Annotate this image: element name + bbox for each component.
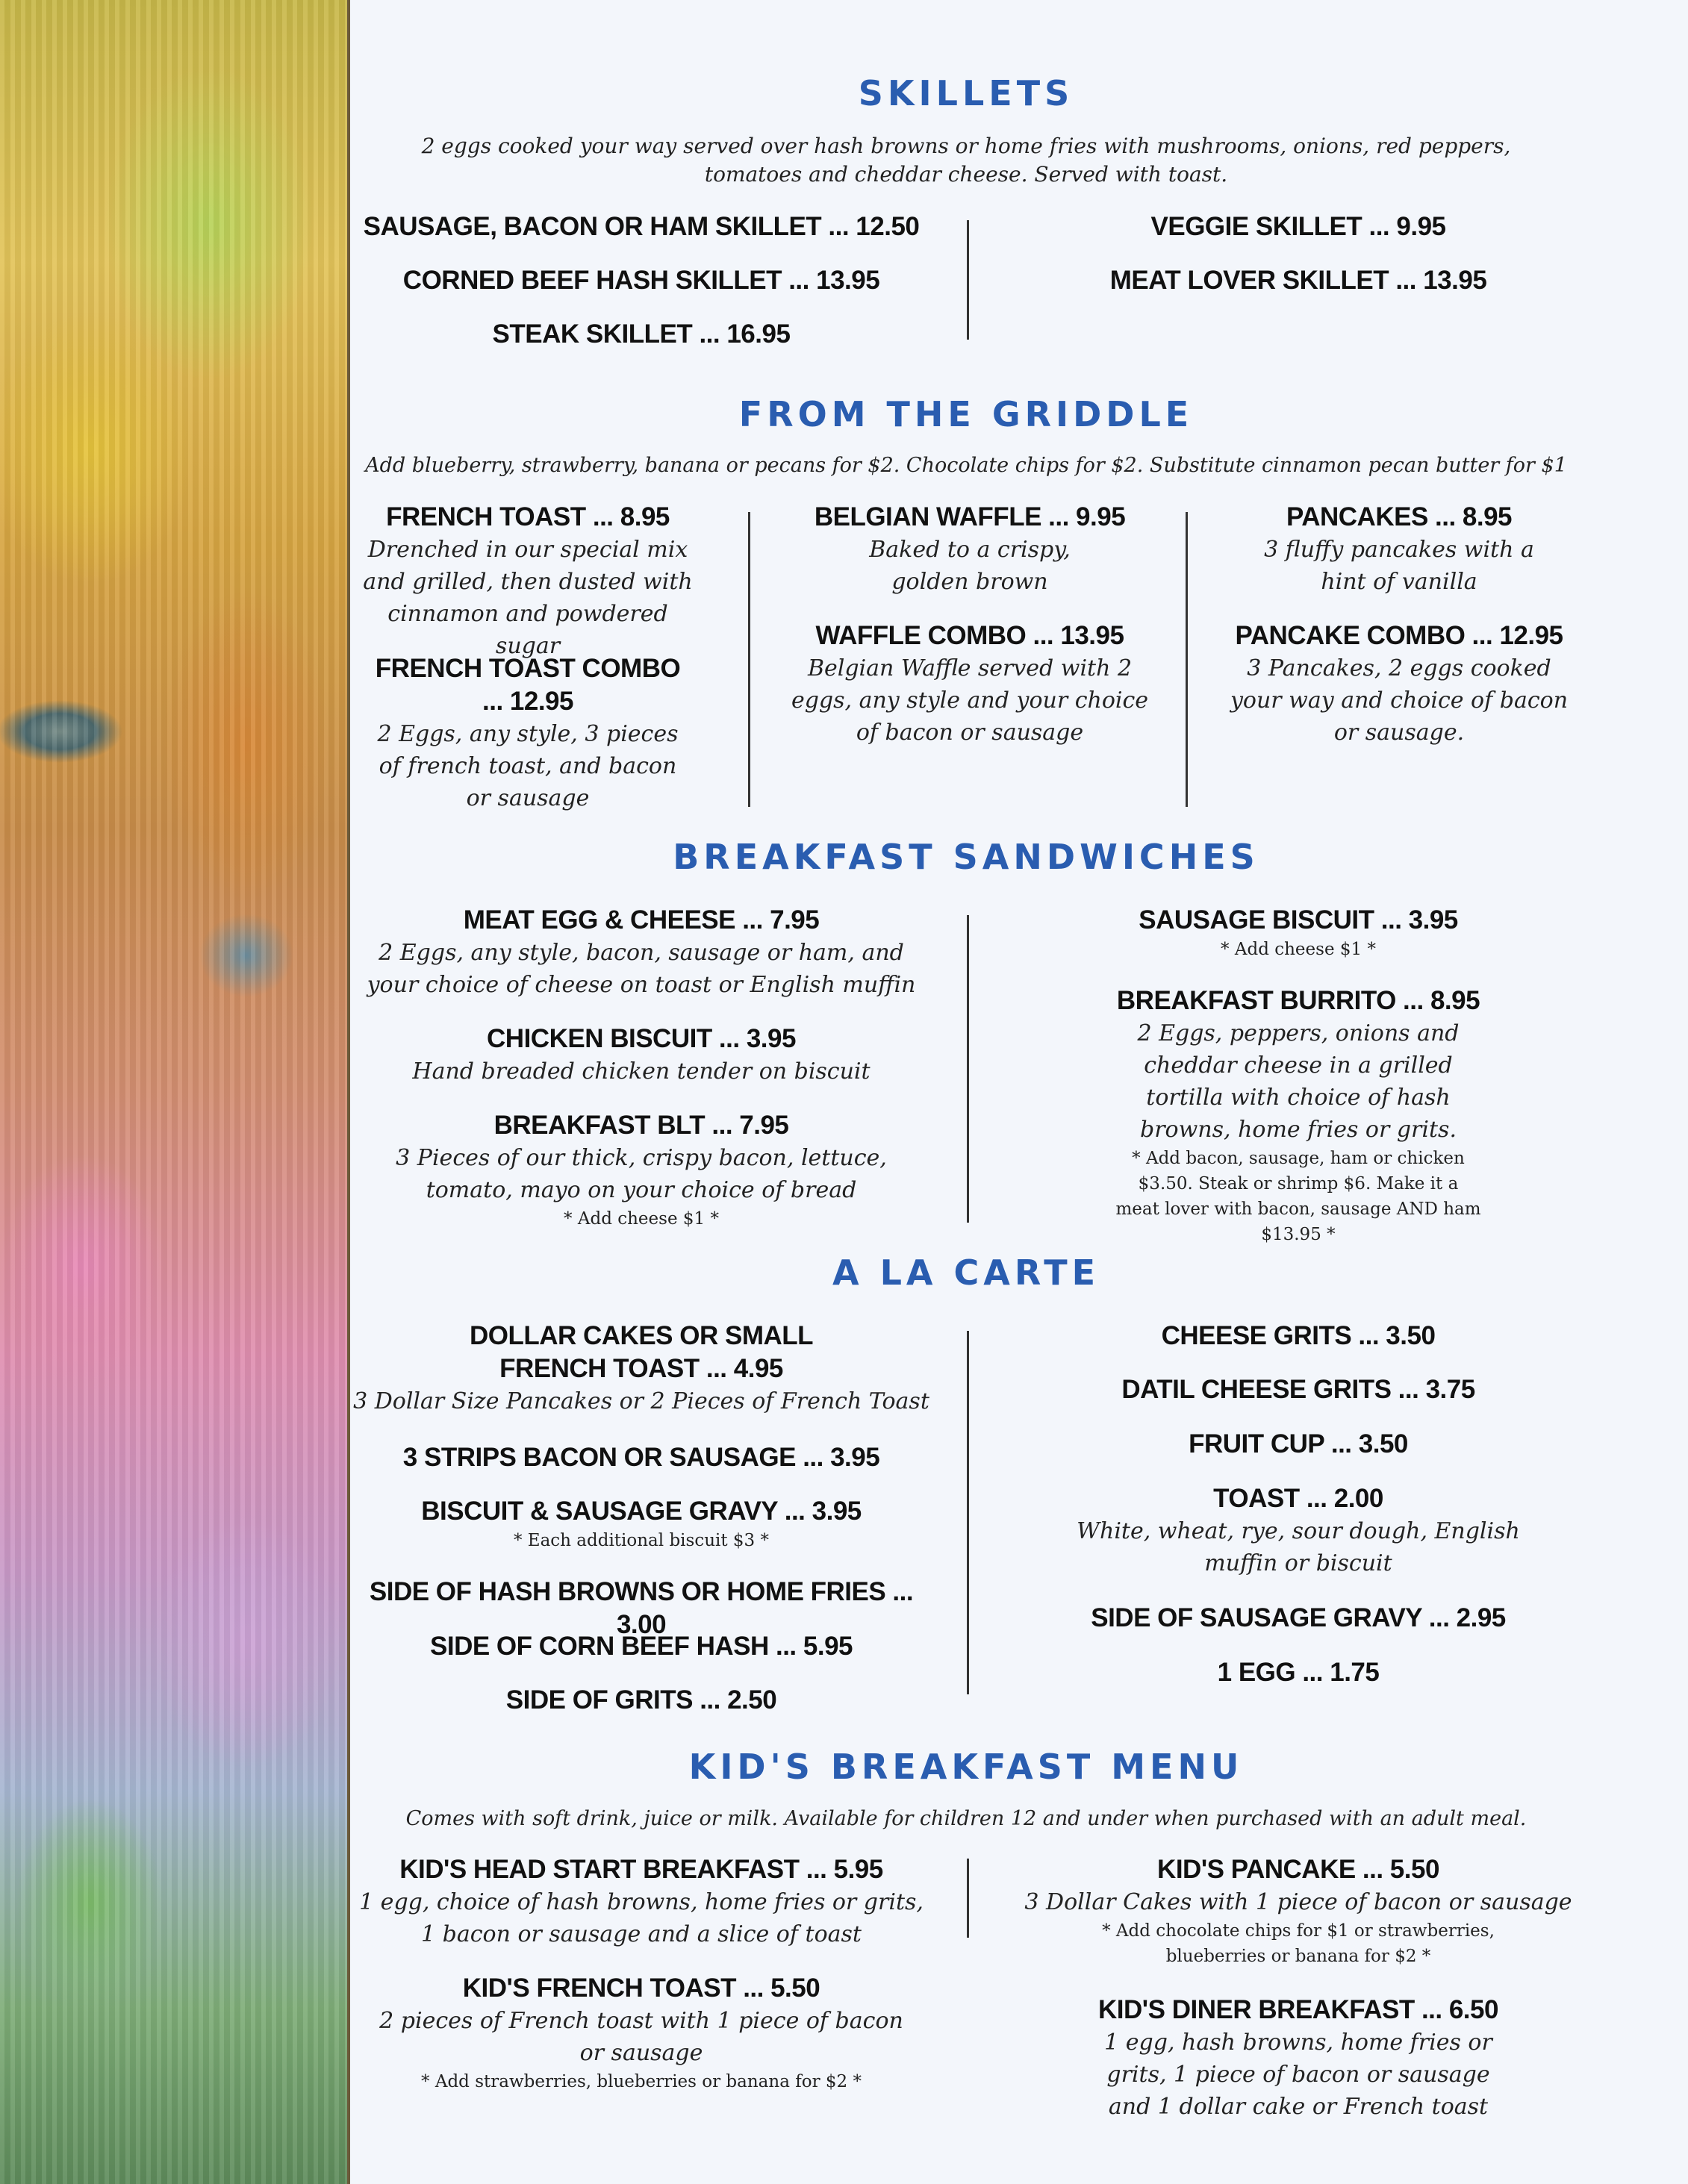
- alacarte-title: A LA CARTE: [832, 1252, 1100, 1293]
- menu-item-pancakes: PANCAKES ... 8.95 3 fluffy pancakes with a hint of vanilla: [1264, 502, 1534, 595]
- menu-item-french-toast: FRENCH TOAST ... 8.95 Drenched in our special mix and grilled, then dusted with cinnamon and powdered sugar: [363, 502, 693, 659]
- column-divider: [967, 1859, 969, 1938]
- griddle-title: FROM THE GRIDDLE: [738, 394, 1194, 434]
- column-divider: [1186, 512, 1188, 807]
- menu-item-french-toast-combo: FRENCH TOAST COMBO ... 12.95 2 Eggs, any style, 3 pieces of french toast, and bacon or sausage: [375, 654, 681, 811]
- menu-item-datil-grits: DATIL CHEESE GRITS ... 3.75: [1121, 1375, 1475, 1404]
- menu-item: MEAT LOVER SKILLET ... 13.95: [1109, 266, 1487, 295]
- painted-artwork-strip: [0, 0, 347, 2184]
- column-divider: [967, 1331, 969, 1694]
- griddle-note: Add blueberry, strawberry, banana or pecans for $2. Chocolate chips for $2. Substitute cinnamon pecan butter for $1: [365, 454, 1567, 477]
- column-divider: [967, 915, 969, 1223]
- menu-item-kids-diner: KID'S DINER BREAKFAST ... 6.50 1 egg, hash browns, home fries or grits, 1 piece of bacon or sausage and 1 dollar cake or French toast: [1098, 1995, 1498, 2120]
- menu-item-belgian-waffle: BELGIAN WAFFLE ... 9.95 Baked to a crispy, golden brown: [814, 502, 1126, 595]
- menu-item-biscuit-gravy: BISCUIT & SAUSAGE GRAVY ... 3.95 * Each additional biscuit $3 *: [421, 1497, 862, 1550]
- menu-item-corn-beef-hash: SIDE OF CORN BEEF HASH ... 5.95: [430, 1632, 853, 1661]
- menu-item-toast: TOAST ... 2.00 White, wheat, rye, sour dough, English muffin or biscuit: [1077, 1484, 1520, 1576]
- skillets-title: SKILLETS: [858, 73, 1074, 113]
- menu-item: STEAK SKILLET ... 16.95: [492, 319, 791, 349]
- menu-item-waffle-combo: WAFFLE COMBO ... 13.95 Belgian Waffle served with 2 eggs, any style and your choice of bacon or sausage: [791, 621, 1149, 746]
- menu-item-cheese-grits: CHEESE GRITS ... 3.50: [1161, 1321, 1436, 1350]
- skillets-note: 2 eggs cooked your way served over hash browns or home fries with mushrooms, onions, red peppers, tomatoes and cheddar cheese. Served with toast.: [421, 134, 1511, 187]
- menu-item-fruit-cup: FRUIT CUP ... 3.50: [1189, 1429, 1408, 1458]
- menu-item-grits: SIDE OF GRITS ... 2.50: [505, 1685, 777, 1715]
- menu-item-breakfast-blt: BREAKFAST BLT ... 7.95 3 Pieces of our thick, crispy bacon, lettuce, tomato, mayo on your choice of bread * Add cheese $1 *: [396, 1111, 887, 1229]
- menu-item-dollar-cakes: DOLLAR CAKES OR SMALL FRENCH TOAST ... 4.95 3 Dollar Size Pancakes or 2 Pieces of French Toast: [353, 1321, 929, 1414]
- column-divider: [748, 512, 750, 807]
- menu-item-hash-browns: SIDE OF HASH BROWNS OR HOME FRIES ... 3.00: [369, 1577, 914, 1639]
- menu-item: CORNED BEEF HASH SKILLET ... 13.95: [402, 266, 880, 295]
- menu-item-meat-egg-cheese: MEAT EGG & CHEESE ... 7.95 2 Eggs, any style, bacon, sausage or ham, and your choice of cheese on toast or English muffin: [367, 905, 916, 998]
- menu-item: SAUSAGE, BACON OR HAM SKILLET ... 12.50: [363, 212, 920, 241]
- menu-item-breakfast-burrito: BREAKFAST BURRITO ... 8.95 2 Eggs, peppers, onions and cheddar cheese in a grilled tortilla with choice of hash browns, home fries or grits. * Add bacon, sausage, ham or chicken $3.50. Steak or shrimp $6. Make it a meat lover with bacon, sausage AND ham $13.95 *: [1115, 986, 1481, 1244]
- menu-content: [350, 0, 1688, 2184]
- menu-item-sausage-biscuit: SAUSAGE BISCUIT ... 3.95 * Add cheese $1 *: [1139, 905, 1458, 959]
- sandwiches-title: BREAKFAST SANDWICHES: [673, 837, 1259, 877]
- menu-item-kids-pancake: KID'S PANCAKE ... 5.50 3 Dollar Cakes with 1 piece of bacon or sausage * Add chocolate chips for $1 or strawberries, blueberries or banana for $2 *: [1024, 1855, 1572, 1966]
- menu-item: VEGGIE SKILLET ... 9.95: [1150, 212, 1446, 241]
- menu-item-kids-french-toast: KID'S FRENCH TOAST ... 5.50 2 pieces of French toast with 1 piece of bacon or sausage * Add strawberries, blueberries or banana for $2 *: [379, 1974, 903, 2091]
- menu-item-sausage-gravy: SIDE OF SAUSAGE GRAVY ... 2.95: [1091, 1603, 1506, 1632]
- menu-item-one-egg: 1 EGG ... 1.75: [1217, 1658, 1380, 1687]
- column-divider: [967, 220, 969, 340]
- kids-title: KID'S BREAKFAST MENU: [688, 1747, 1244, 1787]
- menu-item-pancake-combo: PANCAKE COMBO ... 12.95 3 Pancakes, 2 eggs cooked your way and choice of bacon or sausage.: [1230, 621, 1569, 746]
- menu-item-bacon-strips: 3 STRIPS BACON OR SAUSAGE ... 3.95: [402, 1443, 880, 1472]
- menu-item-chicken-biscuit: CHICKEN BISCUIT ... 3.95 Hand breaded chicken tender on biscuit: [412, 1024, 871, 1085]
- menu-item-kids-head-start: KID'S HEAD START BREAKFAST ... 5.95 1 egg, choice of hash browns, home fries or grits, 1 bacon or sausage and a slice of toast: [359, 1855, 924, 1947]
- kids-note: Comes with soft drink, juice or milk. Available for children 12 and under when purchased with an adult meal.: [405, 1807, 1527, 1830]
